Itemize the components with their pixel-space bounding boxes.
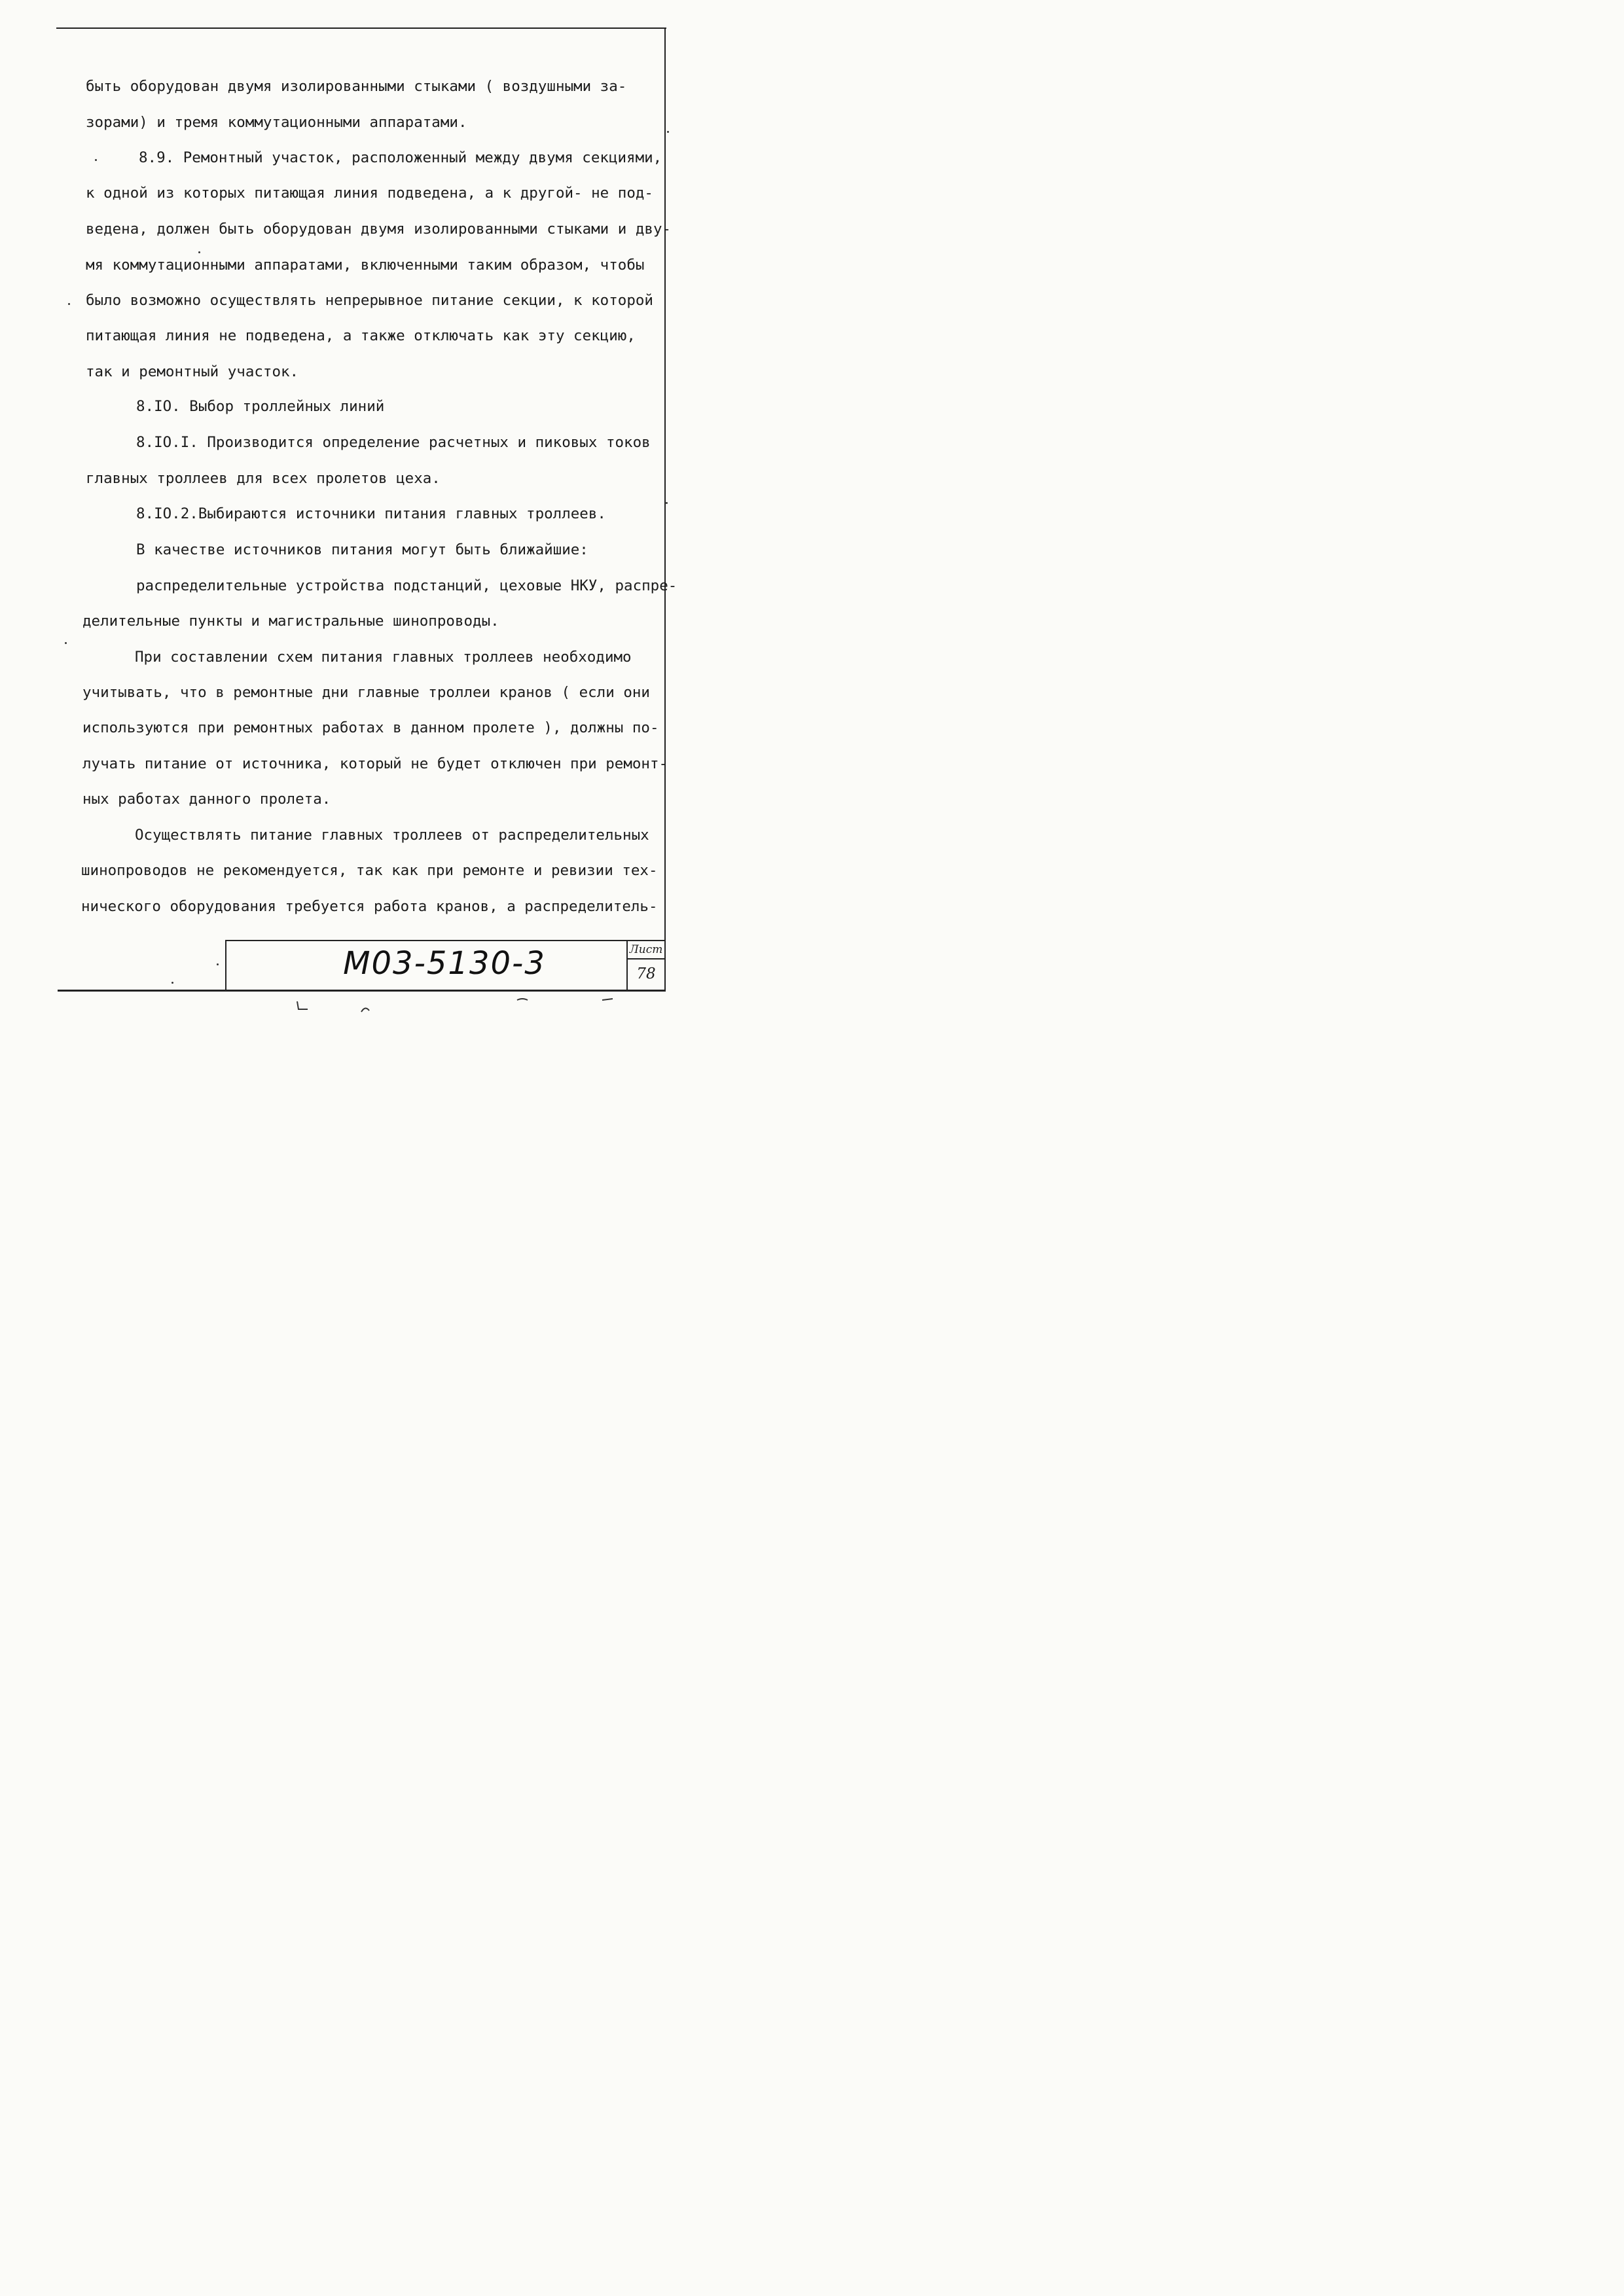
- text-line: нического оборудования требуется работа кранов, а распределитель-: [81, 898, 658, 915]
- text-line: учитывать, что в ремонтные дни главные троллеи кранов ( если они: [82, 684, 650, 701]
- text-line: распределительные устройства подстанций, цеховые НКУ, распре-: [136, 577, 677, 594]
- sheet-label: Лист: [629, 943, 663, 956]
- text-line: питающая линия не подведена, а также отключать как эту секцию,: [86, 327, 636, 344]
- text-line: В качестве источников питания могут быть ближайшие:: [136, 541, 588, 558]
- text-line: 8.IO.I. Производится определение расчетных и пиковых токов: [136, 434, 651, 451]
- text-line: используются при ремонтных работах в данном пролете ), должны по-: [82, 719, 659, 736]
- text-line: Осуществлять питание главных троллеев от распределительных: [135, 827, 649, 844]
- title-block-left-border: [225, 940, 226, 991]
- scan-speck: [68, 303, 70, 305]
- scan-speck: [95, 159, 97, 161]
- scan-speck: [171, 982, 173, 984]
- document-code: М03-5130-3: [343, 945, 546, 982]
- text-line: главных троллеев для всех пролетов цеха.: [86, 470, 441, 487]
- text-line: лучать питание от источника, который не будет отключен при ремонт-: [82, 755, 668, 772]
- bottom-edge-marks: [288, 995, 628, 1021]
- scan-speck: [198, 251, 200, 253]
- text-line: ных работах данного пролета.: [82, 791, 331, 808]
- text-line: мя коммутационными аппаратами, включенными таким образом, чтобы: [86, 257, 645, 274]
- text-line: 8.9. Ремонтный участок, расположенный между двумя секциями,: [139, 149, 662, 166]
- text-line: так и ремонтный участок.: [86, 363, 299, 380]
- text-line: При составлении схем питания главных троллеев необходимо: [135, 649, 632, 666]
- frame-right-border: [664, 28, 666, 990]
- title-block-divider: [626, 940, 628, 991]
- text-line: ведена, должен быть оборудован двумя изолированными стыками и дву-: [86, 221, 672, 238]
- section-heading: 8.IO. Выбор троллейных линий: [136, 398, 385, 415]
- scan-speck: [217, 963, 219, 965]
- frame-top-border: [56, 27, 666, 29]
- text-line: быть оборудован двумя изолированными стыками ( воздушными за-: [86, 78, 627, 95]
- scan-speck: [667, 131, 669, 133]
- text-line: 8.IO.2.Выбираются источники питания главных троллеев.: [136, 505, 606, 522]
- title-block-top-border: [225, 940, 665, 941]
- scan-speck: [666, 502, 668, 504]
- text-line: зорами) и тремя коммутационными аппаратами.: [86, 114, 467, 131]
- text-line: шинопроводов не рекомендуется, так как при ремонте и ревизии тех-: [81, 862, 658, 879]
- sheet-number: 78: [636, 965, 656, 982]
- scan-speck: [65, 642, 67, 644]
- title-block: [225, 940, 665, 991]
- text-line: к одной из которых питающая линия подведена, а к другой- не под-: [86, 185, 653, 202]
- text-line: делительные пункты и магистральные шинопроводы.: [82, 613, 499, 630]
- text-line: было возможно осуществлять непрерывное питание секции, к которой: [86, 292, 653, 309]
- sheet-cell-divider: [628, 958, 665, 960]
